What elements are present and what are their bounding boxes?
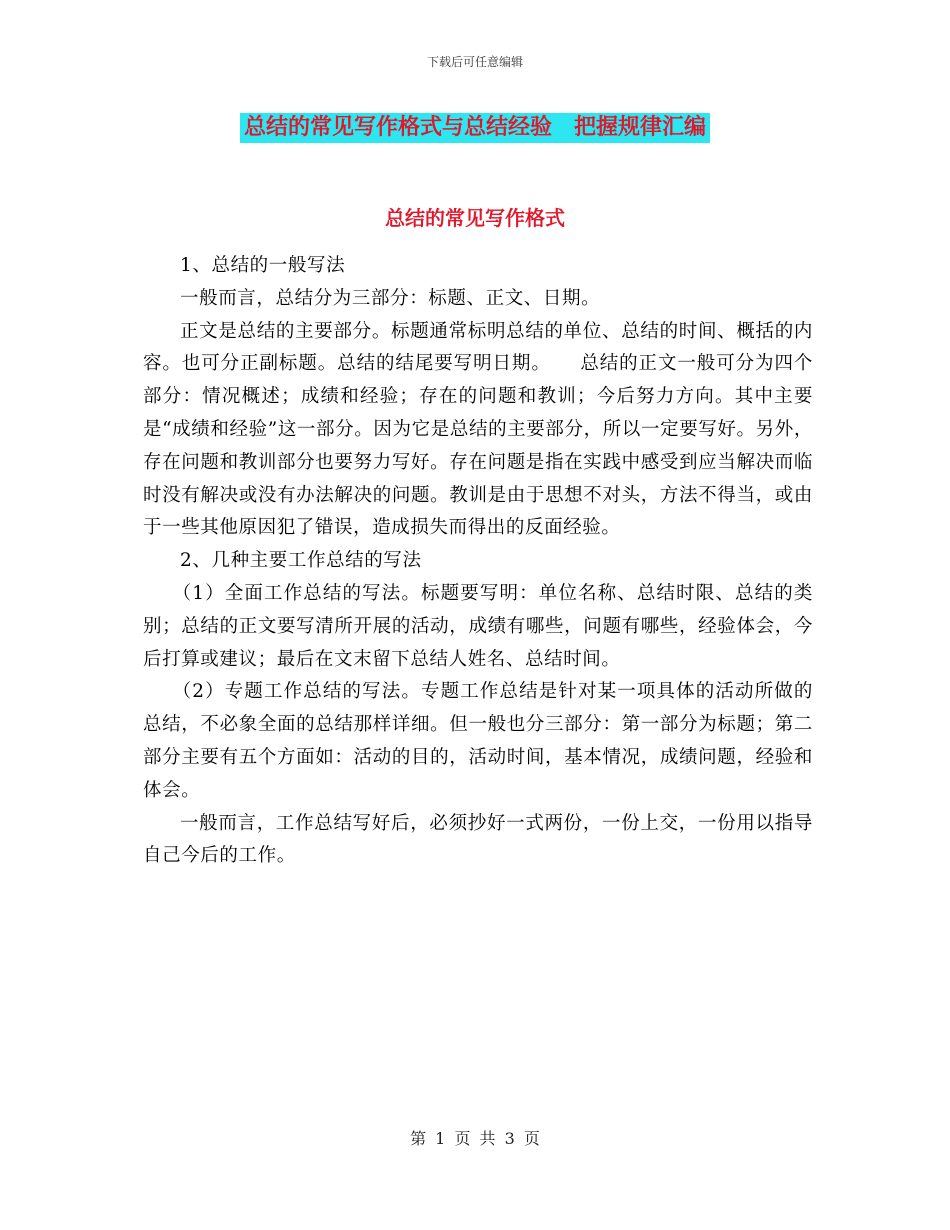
page-number: 第 1 页 共 3 页: [410, 1129, 540, 1148]
section-title: 总结的常见写作格式: [385, 206, 565, 230]
paragraph-topic-summary: （2）专题工作总结的写法。专题工作总结是针对某一项具体的活动所做的总结，不必象全面的总结那样详细。但一般也分三部分：第一部分为标题；第二部分主要有五个方面如：活动的目的，活动时间，基本情况，成绩问题，经验和体会。: [143, 681, 813, 801]
paragraph-copies: 一般而言，工作总结写好后，必须抄好一式两份，一份上交，一份用以指导自己今后的工作。: [143, 812, 813, 867]
main-title: 总结的常见写作格式与总结经验 把握规律汇编: [240, 113, 710, 143]
main-title-container: [0, 113, 950, 143]
paragraph-three-parts: 一般而言，总结分为三部分：标题、正文、日期。: [180, 287, 601, 309]
heading-types-of-summary: 2、几种主要工作总结的写法: [180, 550, 422, 572]
heading-general-method: 1、总结的一般写法: [180, 255, 346, 276]
paragraph-comprehensive-summary: （1）全面工作总结的写法。标题要写明：单位名称、总结时限、总结的类别；总结的正文要写清所开展的活动，成绩有哪些，问题有哪些，经验体会，今后打算或建议；最后在文末留下总结人姓名、总结时间。: [143, 582, 813, 670]
document-body: [143, 250, 813, 873]
paragraph-main-body: 正文是总结的主要部分。标题通常标明总结的单位、总结的时间、概括的内容。也可分正副标题。总结的结尾要写明日期。 总结的正文一般可分为四个部分：情况概述；成绩和经验；存在的问题和教训；今后努力方向。其中主要是“成绩和经验”这一部分。因为它是总结的主要部分，所以一定要写好。另外，存在问题和教训部分也要努力写好。存在问题是指在实践中感受到应当解决而临时没有解决或没有办法解决的问题。教训是由于思想不对头，方法不得当，或由于一些其他原因犯了错误，造成损失而得出的反面经验。: [143, 320, 813, 539]
page-header-note: 下载后可任意编辑: [426, 55, 523, 69]
